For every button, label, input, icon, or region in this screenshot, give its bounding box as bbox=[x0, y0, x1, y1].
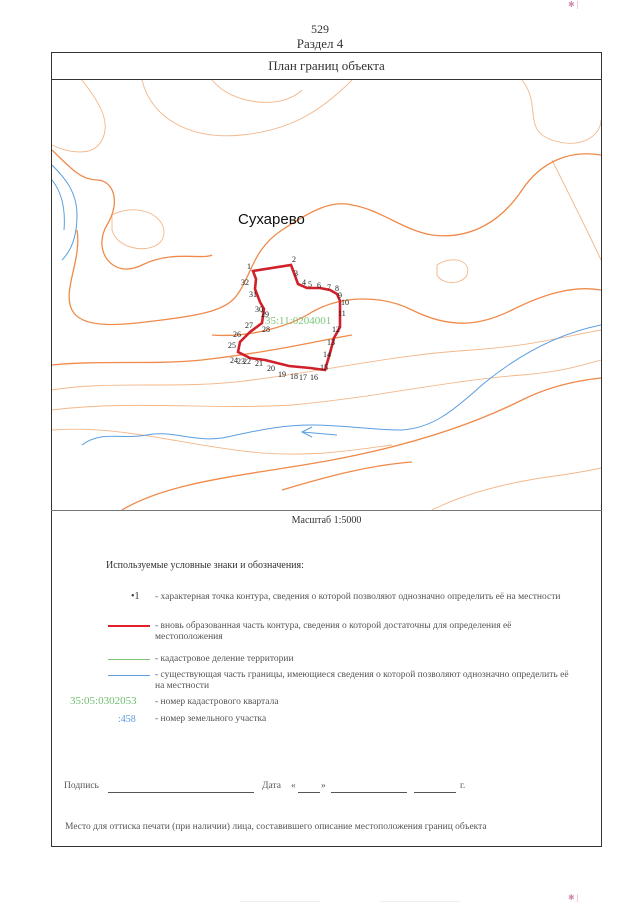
boundary-point-label: 3 bbox=[294, 269, 298, 278]
corner-mark-top: ✱ | bbox=[568, 0, 579, 9]
contour-line bbox=[212, 80, 302, 102]
boundary-point-label: 16 bbox=[310, 373, 318, 382]
legend-text-point: - характерная точка контура, сведения о которой позволяют однозначно определить её на местности bbox=[155, 592, 561, 602]
date-month-line[interactable] bbox=[331, 792, 407, 793]
boundary-point-label: 22 bbox=[243, 357, 251, 366]
boundary-point-label: 9 bbox=[338, 291, 342, 300]
boundary-point-label: 7 bbox=[327, 283, 331, 292]
boundary-point-label: 31 bbox=[249, 290, 257, 299]
footer-faint-line bbox=[240, 901, 320, 902]
legend-green-line bbox=[108, 659, 150, 660]
legend-point-symbol: •1 bbox=[131, 591, 140, 602]
boundary-point-label: 30 bbox=[255, 305, 263, 314]
signature-label: Подпись bbox=[64, 781, 99, 791]
boundary-point-label: 12 bbox=[332, 325, 340, 334]
boundary-point-label: 2 bbox=[292, 255, 296, 264]
legend-title: Используемые условные знаки и обозначения: bbox=[106, 560, 304, 571]
boundary-point-label: 11 bbox=[338, 309, 346, 318]
date-close-quote: » bbox=[321, 781, 326, 791]
boundary-point-label: 17 bbox=[299, 373, 307, 382]
stamp-place-text: Место для оттиска печати (при наличии) лица, составившего описание местоположения границ объекта bbox=[65, 822, 487, 832]
boundary-point-label: 29 bbox=[261, 310, 269, 319]
corner-mark-bottom: ✱ | bbox=[568, 893, 579, 902]
boundary-point-label: 28 bbox=[262, 325, 270, 334]
boundary-point-label: 8 bbox=[335, 284, 339, 293]
boundary-point-label: 5 bbox=[308, 280, 312, 289]
river-line bbox=[52, 180, 64, 230]
signature-line[interactable] bbox=[108, 792, 254, 793]
contour-line-main bbox=[282, 462, 412, 490]
boundary-point-label: 6 bbox=[317, 281, 321, 290]
legend-text-quarter: - номер кадастрового квартала bbox=[155, 697, 279, 707]
legend-text-parcel: - номер земельного участка bbox=[155, 714, 267, 724]
contour-line bbox=[522, 80, 601, 143]
boundary-point-label: 25 bbox=[228, 341, 236, 350]
boundary-point-label: 4 bbox=[302, 278, 306, 287]
map-scale: Масштаб 1:5000 bbox=[291, 515, 362, 526]
date-label: Дата bbox=[262, 781, 281, 791]
contour-line-main bbox=[52, 335, 352, 365]
footer-faint-line bbox=[380, 901, 460, 902]
contour-line bbox=[112, 210, 164, 249]
boundary-point-label: 32 bbox=[241, 278, 249, 287]
contour-line-main bbox=[212, 289, 601, 336]
legend-blue-line bbox=[108, 675, 150, 676]
boundary-point-label: 1 bbox=[247, 262, 251, 271]
boundary-point-label: 20 bbox=[267, 364, 275, 373]
boundary-point-label: 24 bbox=[230, 356, 238, 365]
boundary-point-label: 13 bbox=[327, 338, 335, 347]
legend-text-new-contour: - вновь образованная часть контура, сведения о которой достаточны для определения её местоположения bbox=[155, 621, 512, 642]
year-suffix: г. bbox=[460, 781, 466, 791]
legend-text-cadastral: - кадастровое деление территории bbox=[155, 654, 294, 664]
boundary-point-label: 14 bbox=[323, 350, 331, 359]
date-year-line[interactable] bbox=[414, 792, 456, 793]
stream-arrow bbox=[302, 427, 337, 437]
boundary-point-label: 21 bbox=[255, 359, 263, 368]
page-number: 529 bbox=[311, 22, 329, 36]
contour-line bbox=[432, 468, 601, 510]
legend-quarter-symbol: 35:05:0302053 bbox=[70, 695, 137, 707]
legend-parcel-symbol: :458 bbox=[118, 714, 136, 725]
cadastral-quarter-label: 35:11:0204001 bbox=[265, 315, 332, 327]
legend-text-existing: - существующая часть границы, имеющиеся сведения о которой позволяют однозначно определить её на местности bbox=[155, 670, 569, 691]
contour-line-main bbox=[69, 154, 601, 325]
date-open-quote: « bbox=[291, 781, 296, 791]
contour-line bbox=[52, 80, 105, 152]
settlement-label: Сухарево bbox=[238, 211, 305, 228]
boundary-point-label: 26 bbox=[233, 330, 241, 339]
date-day-line[interactable] bbox=[298, 792, 320, 793]
contour-line bbox=[142, 80, 352, 136]
boundary-point-label: 10 bbox=[341, 298, 349, 307]
boundary-point-label: 19 bbox=[278, 370, 286, 379]
map-bottom-border bbox=[51, 510, 602, 511]
boundary-point-label: 18 bbox=[290, 372, 298, 381]
boundary-point-label: 23 bbox=[237, 357, 245, 366]
boundary-map bbox=[52, 80, 601, 510]
boundary-point-label: 27 bbox=[245, 321, 253, 330]
contour-line bbox=[52, 429, 392, 454]
legend-red-line bbox=[108, 625, 150, 627]
plan-title: План границ объекта bbox=[51, 52, 602, 80]
section-title: Раздел 4 bbox=[296, 36, 344, 51]
contour-line bbox=[552, 160, 601, 260]
boundary-point-label: 15 bbox=[320, 363, 328, 372]
contour-line bbox=[437, 260, 468, 283]
